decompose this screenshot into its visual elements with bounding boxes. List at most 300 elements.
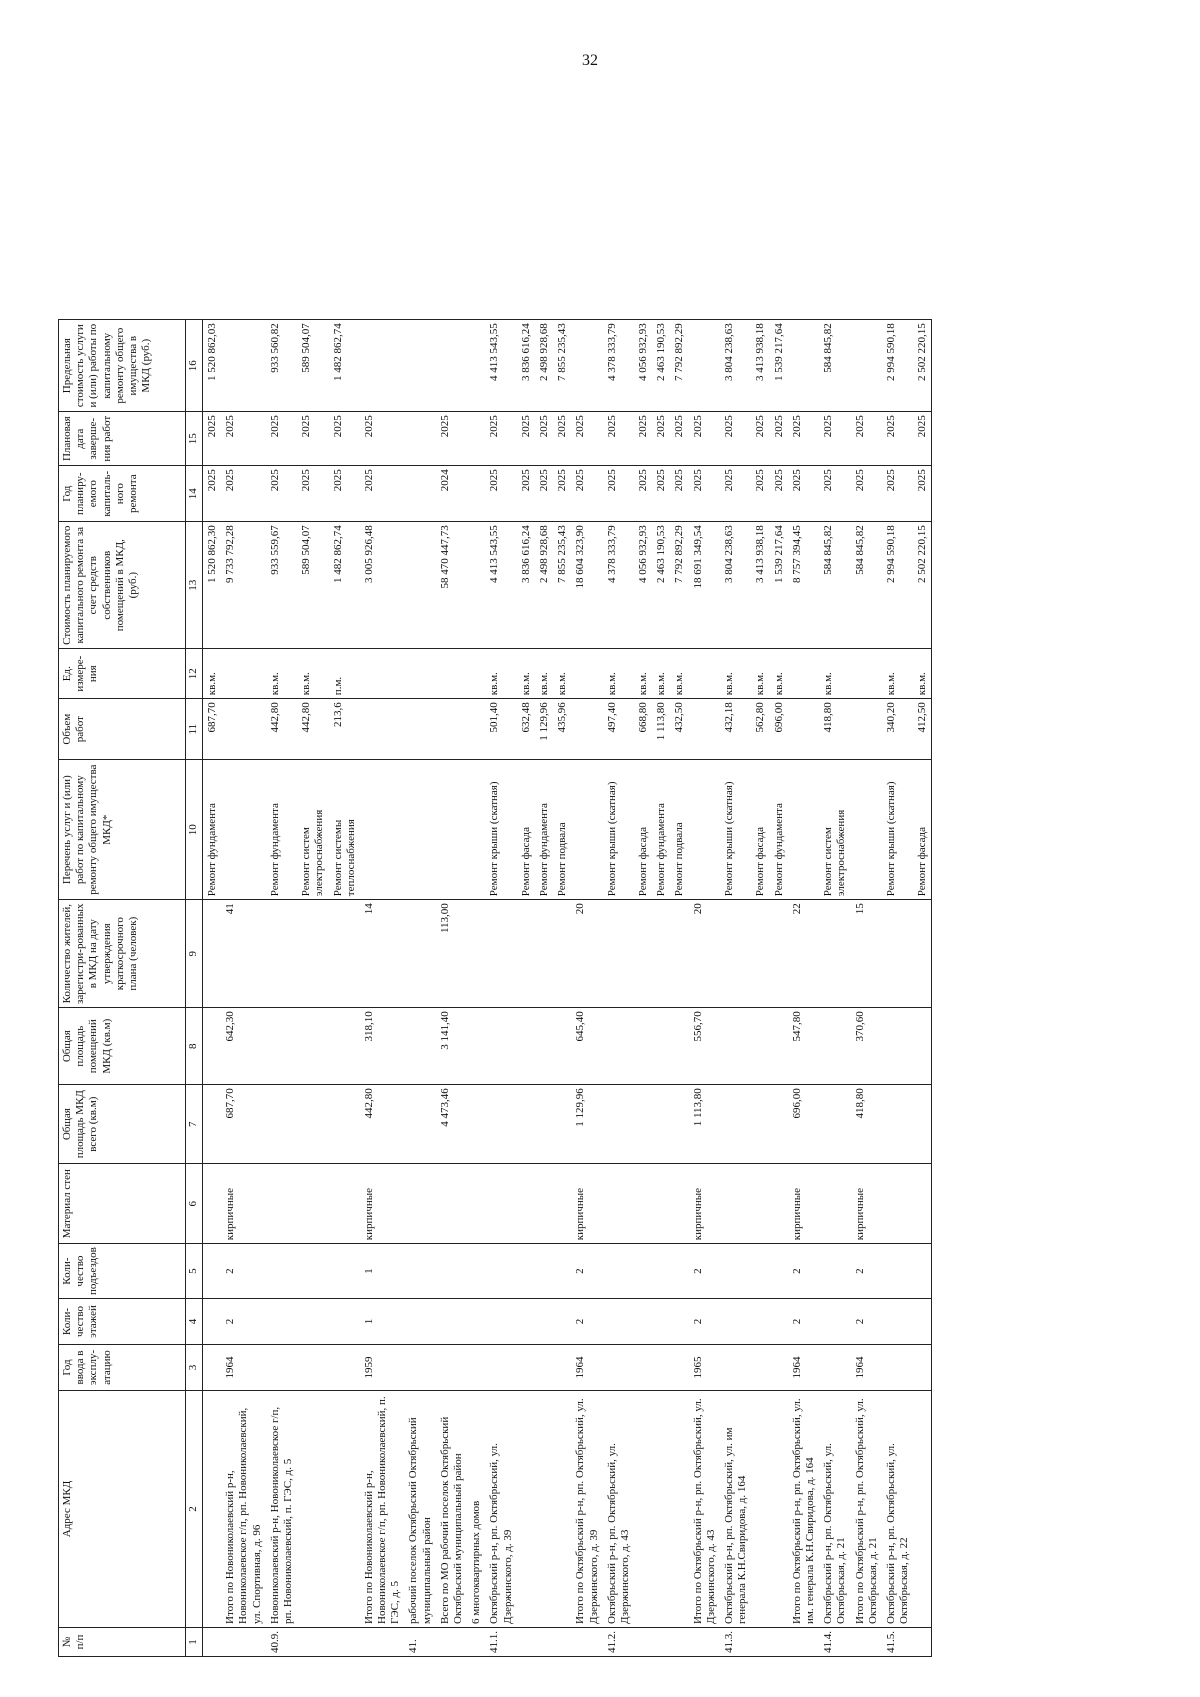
wall-material-cell <box>436 1164 467 1244</box>
premises-area-cell: 556,70 <box>689 1008 720 1085</box>
table-row <box>467 320 485 1657</box>
total-area-cell: 687,70 <box>221 1085 266 1164</box>
wall-material-cell <box>485 1164 516 1244</box>
work-type-cell: Ремонт крыши (скатная) <box>485 760 516 900</box>
repair-year-cell: 2025 <box>788 466 819 522</box>
total-area-cell: 1 129,96 <box>571 1085 602 1164</box>
max-cost-cell: 933 560,82 <box>266 320 297 412</box>
unit-cell: кв.м. <box>634 649 652 699</box>
row-number: 41.5. <box>882 1628 913 1657</box>
row-number <box>360 1628 405 1657</box>
column-number: 12 <box>186 649 203 699</box>
unit-cell: кв.м. <box>770 649 788 699</box>
total-area-cell <box>203 1085 222 1164</box>
cost-cell: 2 994 590,18 <box>882 522 913 649</box>
max-cost-cell <box>467 320 485 412</box>
residents-cell <box>266 900 297 1008</box>
residents-cell <box>535 900 553 1008</box>
unit-cell: кв.м. <box>266 649 297 699</box>
max-cost-cell: 1 482 862,74 <box>329 320 360 412</box>
work-volume-cell: 432,50 <box>670 699 688 760</box>
residents-cell: 113,00 <box>436 900 467 1008</box>
floors-cell <box>553 1299 571 1345</box>
entrances-cell <box>882 1244 913 1299</box>
residents-cell <box>634 900 652 1008</box>
column-number: 11 <box>186 699 203 760</box>
row-number: 41.1. <box>485 1628 516 1657</box>
row-number <box>788 1628 819 1657</box>
floors-cell <box>297 1299 328 1345</box>
repair-year-cell: 2025 <box>751 466 769 522</box>
repair-year-cell: 2025 <box>485 466 516 522</box>
completion-year-cell: 2025 <box>770 412 788 466</box>
floors-cell <box>517 1299 535 1345</box>
row-number <box>689 1628 720 1657</box>
unit-cell <box>851 649 882 699</box>
completion-year-cell: 2025 <box>819 412 850 466</box>
row-number <box>553 1628 571 1657</box>
wall-material-cell <box>819 1164 850 1244</box>
max-cost-cell <box>436 320 467 412</box>
row-number <box>203 1628 222 1657</box>
address-cell: Октябрьский р-н, рп. Октябрьский, ул. Октябрьская, д. 22 <box>882 1391 913 1628</box>
max-cost-cell: 1 520 862,03 <box>203 320 222 412</box>
unit-cell: кв.м. <box>517 649 535 699</box>
address-cell <box>517 1391 535 1628</box>
table-row <box>720 320 751 1657</box>
premises-area-cell <box>535 1008 553 1085</box>
wall-material-cell <box>652 1164 670 1244</box>
work-volume-cell: 442,80 <box>297 699 328 760</box>
wall-material-cell <box>882 1164 913 1244</box>
repair-year-cell: 2025 <box>221 466 266 522</box>
column-header: Перечень услуг и (или) работ по капитальному ремонту общего имущества МКД* <box>59 760 186 900</box>
completion-year-cell: 2025 <box>571 412 602 466</box>
completion-year-cell: 2025 <box>360 412 405 466</box>
completion-year-cell: 2025 <box>436 412 467 466</box>
max-cost-cell: 2 498 928,68 <box>535 320 553 412</box>
unit-cell: кв.м. <box>535 649 553 699</box>
total-area-cell <box>467 1085 485 1164</box>
max-cost-cell: 3 804 238,63 <box>720 320 751 412</box>
unit-cell <box>689 649 720 699</box>
work-type-cell: Ремонт системы теплоснабжения <box>329 760 360 900</box>
table-row <box>689 320 720 1657</box>
column-number: 5 <box>186 1244 203 1299</box>
wall-material-cell <box>517 1164 535 1244</box>
cost-cell: 589 504,07 <box>297 522 328 649</box>
address-cell <box>535 1391 553 1628</box>
wall-material-cell <box>553 1164 571 1244</box>
total-area-cell <box>652 1085 670 1164</box>
completion-year-cell: 2025 <box>670 412 688 466</box>
cost-cell: 2 463 190,53 <box>652 522 670 649</box>
column-header: Год ввода в эксплу-атацию <box>59 1345 186 1391</box>
repair-year-cell: 2025 <box>603 466 634 522</box>
address-cell: Итого по Октябрьский р-н, рп. Октябрьский, ул. Октябрьская, д. 21 <box>851 1391 882 1628</box>
cost-cell: 3 005 926,48 <box>360 522 405 649</box>
year-built-cell <box>467 1345 485 1391</box>
table-row <box>770 320 788 1657</box>
year-built-cell <box>266 1345 297 1391</box>
unit-cell: п.м. <box>329 649 360 699</box>
completion-year-cell: 2025 <box>266 412 297 466</box>
floors-cell <box>485 1299 516 1345</box>
residents-cell <box>913 900 932 1008</box>
entrances-cell <box>297 1244 328 1299</box>
floors-cell <box>329 1299 360 1345</box>
wall-material-cell <box>720 1164 751 1244</box>
work-type-cell <box>404 760 435 900</box>
cost-cell: 3 413 938,18 <box>751 522 769 649</box>
entrances-cell <box>819 1244 850 1299</box>
cost-cell <box>404 522 435 649</box>
premises-area-cell: 547,80 <box>788 1008 819 1085</box>
table-row <box>297 320 328 1657</box>
unit-cell <box>788 649 819 699</box>
unit-cell: кв.м. <box>485 649 516 699</box>
premises-area-cell <box>882 1008 913 1085</box>
address-cell <box>634 1391 652 1628</box>
max-cost-cell: 4 413 543,55 <box>485 320 516 412</box>
total-area-cell: 1 113,80 <box>689 1085 720 1164</box>
row-number <box>913 1628 932 1657</box>
year-built-cell <box>603 1345 634 1391</box>
wall-material-cell <box>751 1164 769 1244</box>
cost-cell: 933 559,67 <box>266 522 297 649</box>
table-row <box>882 320 913 1657</box>
premises-area-cell <box>266 1008 297 1085</box>
entrances-cell: 1 <box>360 1244 405 1299</box>
floors-cell <box>652 1299 670 1345</box>
cost-cell: 4 413 543,55 <box>485 522 516 649</box>
entrances-cell <box>913 1244 932 1299</box>
header-row <box>59 320 186 1657</box>
address-cell: рабочий поселок Октябрьский Октябрьский муниципальный район <box>404 1391 435 1628</box>
floors-cell <box>404 1299 435 1345</box>
repair-year-cell <box>404 466 435 522</box>
completion-year-cell: 2025 <box>689 412 720 466</box>
work-type-cell: Ремонт фундамента <box>203 760 222 900</box>
completion-year-cell: 2025 <box>485 412 516 466</box>
repair-year-cell <box>467 466 485 522</box>
row-number <box>751 1628 769 1657</box>
completion-year-cell: 2025 <box>535 412 553 466</box>
premises-area-cell <box>404 1008 435 1085</box>
premises-area-cell <box>819 1008 850 1085</box>
completion-year-cell: 2025 <box>203 412 222 466</box>
table-row <box>571 320 602 1657</box>
work-volume-cell <box>404 699 435 760</box>
cost-cell: 584 845,82 <box>851 522 882 649</box>
max-cost-cell: 3 836 616,24 <box>517 320 535 412</box>
address-cell: Октябрьский р-н, рп. Октябрьский, ул. Октябрьская, д. 21 <box>819 1391 850 1628</box>
work-volume-cell: 696,00 <box>770 699 788 760</box>
column-number: 1 <box>186 1628 203 1657</box>
total-area-cell: 442,80 <box>360 1085 405 1164</box>
premises-area-cell <box>634 1008 652 1085</box>
residents-cell: 41 <box>221 900 266 1008</box>
column-header: Год планиру-емого капиталь-ного ремонта <box>59 466 186 522</box>
column-header: Коли-чество этажей <box>59 1299 186 1345</box>
entrances-cell <box>670 1244 688 1299</box>
floors-cell: 2 <box>689 1299 720 1345</box>
address-cell <box>670 1391 688 1628</box>
address-cell <box>751 1391 769 1628</box>
entrances-cell <box>720 1244 751 1299</box>
column-header: Объем работ <box>59 699 186 760</box>
unit-cell: кв.м. <box>720 649 751 699</box>
total-area-cell <box>517 1085 535 1164</box>
work-volume-cell <box>221 699 266 760</box>
column-number-row <box>186 320 203 1657</box>
wall-material-cell: кирпичные <box>788 1164 819 1244</box>
premises-area-cell <box>913 1008 932 1085</box>
wall-material-cell <box>266 1164 297 1244</box>
year-built-cell <box>913 1345 932 1391</box>
max-cost-cell: 1 539 217,64 <box>770 320 788 412</box>
year-built-cell: 1964 <box>221 1345 266 1391</box>
row-number: 40.9. <box>266 1628 297 1657</box>
wall-material-cell <box>535 1164 553 1244</box>
repair-year-cell: 2025 <box>203 466 222 522</box>
repair-year-cell: 2025 <box>720 466 751 522</box>
wall-material-cell <box>297 1164 328 1244</box>
premises-area-cell <box>485 1008 516 1085</box>
column-number: 9 <box>186 900 203 1008</box>
work-volume-cell: 501,40 <box>485 699 516 760</box>
column-number: 10 <box>186 760 203 900</box>
address-cell: Октябрьский р-н, рп. Октябрьский, ул. Дзержинского, д. 43 <box>603 1391 634 1628</box>
work-volume-cell <box>689 699 720 760</box>
year-built-cell <box>404 1345 435 1391</box>
year-built-cell: 1959 <box>360 1345 405 1391</box>
table-row <box>404 320 435 1657</box>
completion-year-cell: 2025 <box>652 412 670 466</box>
repair-year-cell: 2025 <box>553 466 571 522</box>
work-volume-cell: 687,70 <box>203 699 222 760</box>
floors-cell <box>436 1299 467 1345</box>
table-row <box>603 320 634 1657</box>
unit-cell <box>404 649 435 699</box>
premises-area-cell <box>553 1008 571 1085</box>
premises-area-cell: 642,30 <box>221 1008 266 1085</box>
completion-year-cell: 2025 <box>851 412 882 466</box>
work-type-cell <box>360 760 405 900</box>
column-number: 15 <box>186 412 203 466</box>
unit-cell <box>436 649 467 699</box>
residents-cell <box>297 900 328 1008</box>
row-number <box>634 1628 652 1657</box>
max-cost-cell <box>851 320 882 412</box>
table-row <box>221 320 266 1657</box>
work-volume-cell <box>360 699 405 760</box>
max-cost-cell: 7 855 235,43 <box>553 320 571 412</box>
year-built-cell <box>770 1345 788 1391</box>
premises-area-cell: 3 141,40 <box>436 1008 467 1085</box>
premises-area-cell <box>517 1008 535 1085</box>
column-header: № п/п <box>59 1628 186 1657</box>
row-number <box>652 1628 670 1657</box>
row-number <box>329 1628 360 1657</box>
address-cell <box>329 1391 360 1628</box>
column-number: 8 <box>186 1008 203 1085</box>
table-body <box>203 320 932 1657</box>
premises-area-cell <box>770 1008 788 1085</box>
year-built-cell <box>517 1345 535 1391</box>
work-volume-cell: 435,96 <box>553 699 571 760</box>
year-built-cell <box>634 1345 652 1391</box>
column-number: 2 <box>186 1391 203 1628</box>
repair-year-cell: 2025 <box>517 466 535 522</box>
address-cell: Октябрьский р-н, рп. Октябрьский, ул. им генерала К.Н.Свиридова, д. 164 <box>720 1391 751 1628</box>
table-row <box>913 320 932 1657</box>
total-area-cell <box>819 1085 850 1164</box>
repair-year-cell: 2025 <box>819 466 850 522</box>
wall-material-cell <box>770 1164 788 1244</box>
wall-material-cell: кирпичные <box>221 1164 266 1244</box>
address-cell: 6 многоквартирных домов <box>467 1391 485 1628</box>
row-number <box>670 1628 688 1657</box>
residents-cell <box>882 900 913 1008</box>
work-volume-cell: 668,80 <box>634 699 652 760</box>
table-row <box>652 320 670 1657</box>
work-type-cell <box>571 760 602 900</box>
table-row <box>819 320 850 1657</box>
entrances-cell <box>266 1244 297 1299</box>
entrances-cell <box>404 1244 435 1299</box>
wall-material-cell <box>203 1164 222 1244</box>
table-row <box>436 320 467 1657</box>
row-number: 41. <box>404 1628 435 1657</box>
column-header: Материал стен <box>59 1164 186 1244</box>
address-cell: Всего по МО рабочий поселок Октябрьский Октябрьский муниципальный район <box>436 1391 467 1628</box>
table-row <box>851 320 882 1657</box>
table-row <box>517 320 535 1657</box>
wall-material-cell <box>670 1164 688 1244</box>
work-type-cell <box>436 760 467 900</box>
repair-year-cell: 2025 <box>851 466 882 522</box>
repair-year-cell: 2025 <box>882 466 913 522</box>
completion-year-cell: 2025 <box>720 412 751 466</box>
floors-cell <box>535 1299 553 1345</box>
cost-cell: 1 539 217,64 <box>770 522 788 649</box>
unit-cell: кв.м. <box>913 649 932 699</box>
entrances-cell <box>203 1244 222 1299</box>
cost-cell: 8 757 394,45 <box>788 522 819 649</box>
entrances-cell: 2 <box>221 1244 266 1299</box>
column-header: Ед. измере-ния <box>59 649 186 699</box>
column-number: 14 <box>186 466 203 522</box>
residents-cell <box>652 900 670 1008</box>
total-area-cell <box>634 1085 652 1164</box>
year-built-cell <box>553 1345 571 1391</box>
floors-cell <box>882 1299 913 1345</box>
address-cell: Итого по Октябрьский р-н, рп. Октябрьский, ул. Дзержинского, д. 39 <box>571 1391 602 1628</box>
work-volume-cell: 1 129,96 <box>535 699 553 760</box>
completion-year-cell: 2025 <box>634 412 652 466</box>
total-area-cell <box>404 1085 435 1164</box>
unit-cell: кв.м. <box>603 649 634 699</box>
residents-cell <box>603 900 634 1008</box>
max-cost-cell: 7 792 892,29 <box>670 320 688 412</box>
floors-cell <box>467 1299 485 1345</box>
total-area-cell <box>535 1085 553 1164</box>
completion-year-cell: 2025 <box>603 412 634 466</box>
row-number <box>535 1628 553 1657</box>
work-volume-cell: 497,40 <box>603 699 634 760</box>
year-built-cell <box>720 1345 751 1391</box>
address-cell <box>652 1391 670 1628</box>
floors-cell <box>720 1299 751 1345</box>
work-volume-cell: 432,18 <box>720 699 751 760</box>
work-type-cell: Ремонт фундамента <box>770 760 788 900</box>
address-cell: Итого по Октябрьский р-н, рп. Октябрьский, ул. Дзержинского, д. 43 <box>689 1391 720 1628</box>
work-type-cell: Ремонт фасада <box>634 760 652 900</box>
wall-material-cell <box>634 1164 652 1244</box>
max-cost-cell: 2 502 220,15 <box>913 320 932 412</box>
max-cost-cell: 4 056 932,93 <box>634 320 652 412</box>
floors-cell <box>266 1299 297 1345</box>
wall-material-cell <box>467 1164 485 1244</box>
entrances-cell <box>436 1244 467 1299</box>
residents-cell <box>203 900 222 1008</box>
work-volume-cell: 213,6 <box>329 699 360 760</box>
table-row <box>751 320 769 1657</box>
residents-cell <box>517 900 535 1008</box>
residents-cell <box>329 900 360 1008</box>
work-volume-cell <box>436 699 467 760</box>
column-number: 7 <box>186 1085 203 1164</box>
table-row <box>634 320 652 1657</box>
cost-cell: 3 836 616,24 <box>517 522 535 649</box>
residents-cell: 20 <box>571 900 602 1008</box>
work-type-cell: Ремонт фундамента <box>266 760 297 900</box>
repair-year-cell: 2024 <box>436 466 467 522</box>
year-built-cell <box>329 1345 360 1391</box>
floors-cell <box>603 1299 634 1345</box>
unit-cell: кв.м. <box>670 649 688 699</box>
wall-material-cell <box>404 1164 435 1244</box>
work-volume-cell <box>571 699 602 760</box>
max-cost-cell: 2 994 590,18 <box>882 320 913 412</box>
floors-cell: 2 <box>788 1299 819 1345</box>
total-area-cell: 418,80 <box>851 1085 882 1164</box>
cost-cell: 4 056 932,93 <box>634 522 652 649</box>
repair-year-cell: 2025 <box>634 466 652 522</box>
cost-cell: 9 733 792,28 <box>221 522 266 649</box>
wall-material-cell: кирпичные <box>360 1164 405 1244</box>
entrances-cell <box>517 1244 535 1299</box>
table-row <box>535 320 553 1657</box>
year-built-cell <box>535 1345 553 1391</box>
column-header: Общая площадь МКД всего (кв.м) <box>59 1085 186 1164</box>
work-volume-cell: 562,80 <box>751 699 769 760</box>
max-cost-cell <box>571 320 602 412</box>
row-number: 41.2. <box>603 1628 634 1657</box>
cost-cell: 18 691 349,54 <box>689 522 720 649</box>
wall-material-cell: кирпичные <box>851 1164 882 1244</box>
row-number <box>436 1628 467 1657</box>
total-area-cell <box>266 1085 297 1164</box>
unit-cell: кв.м. <box>652 649 670 699</box>
address-cell: Октябрьский р-н, рп. Октябрьский, ул. Дзержинского, д. 39 <box>485 1391 516 1628</box>
work-type-cell: Ремонт крыши (скатная) <box>882 760 913 900</box>
floors-cell: 2 <box>571 1299 602 1345</box>
cost-cell: 1 520 862,30 <box>203 522 222 649</box>
work-type-cell: Ремонт фундамента <box>652 760 670 900</box>
work-type-cell: Ремонт подвала <box>670 760 688 900</box>
